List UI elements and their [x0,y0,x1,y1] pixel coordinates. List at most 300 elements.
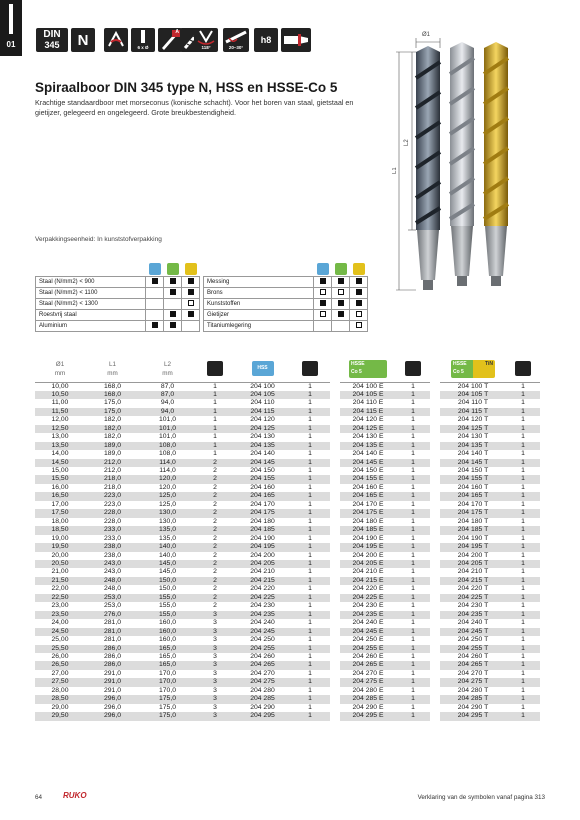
material-row [204,309,368,320]
table-row [440,560,540,568]
cell-l1: 223,0 [103,500,121,508]
cell-hsse-article: 204 145 E [340,459,396,467]
table-row [440,526,540,534]
cell-hss-pack: 1 [308,703,312,711]
cell-l2: 140,0 [158,551,176,559]
table-row [340,585,430,593]
table-row [35,568,330,576]
cell-tin-article: 204 130 T [457,433,489,441]
suitable-icon [320,278,326,284]
cell-tin-pack: 1 [506,645,540,653]
cell-hss-pack: 1 [308,450,312,458]
drill-table-hsse [340,356,430,721]
drill-hss-image [416,46,440,290]
cell-l1: 253,0 [103,602,121,610]
suitable-icon [170,322,176,328]
table-row [340,442,430,450]
cell-hsse-article: 204 270 E [352,669,384,677]
cell-hsse-pack: 1 [396,661,430,669]
cell-l1: 243,0 [103,568,121,576]
table-row [440,442,540,450]
cell-morse-taper: 1 [195,408,235,416]
cell-l2: 125,0 [140,492,195,500]
table-row [35,695,330,703]
table-row [35,408,330,416]
cell-hsse-article: 204 120 E [352,416,384,424]
cell-tin-article: 204 275 T [440,678,506,686]
table-row [35,501,330,509]
cell-d1: 28,00 [51,686,69,694]
cell-hss-article: 204 175 [235,509,290,517]
cell-l1: 296,0 [85,712,140,720]
cell-l1: 218,0 [85,475,140,483]
cell-tin-pack: 1 [506,475,540,483]
point-angle-icon [194,28,218,52]
material-suitability-cell [350,309,368,320]
cell-l1: 175,0 [103,399,121,407]
cell-l2: 135,0 [158,534,176,542]
cell-tin-article: 204 200 T [457,551,489,559]
cell-tin-pack: 1 [521,483,525,491]
cell-l1: 286,0 [103,653,121,660]
cell-tin-article: 204 180 T [457,517,489,525]
cell-hsse-article: 204 210 E [352,568,384,576]
cell-d1: 29,50 [35,712,85,720]
helix-angle-label: 20–30° [228,45,244,50]
cell-tin-article: 204 165 T [440,492,506,500]
cell-hss-pack: 1 [308,483,312,491]
cell-hss-article: 204 285 [235,695,290,703]
cell-tin-pack: 1 [506,543,540,551]
table-row [35,492,330,500]
cell-hsse-pack: 1 [396,577,430,585]
suitable-icon [170,278,176,284]
cell-tin-pack: 1 [506,459,540,467]
suitable-icon [338,278,344,284]
cell-hss-article: 204 230 [250,602,275,610]
cell-hss-article: 204 210 [250,568,275,576]
table-row [35,577,330,585]
cell-hss-pack: 1 [290,442,330,450]
cell-l2: 165,0 [158,653,176,660]
hsse-badge [349,360,387,378]
cell-hsse-pack: 1 [411,433,415,441]
table-row [340,382,430,391]
cell-l2: 150,0 [158,585,176,593]
cell-hsse-article: 204 180 E [352,517,384,525]
cell-tin-pack: 1 [506,628,540,636]
cell-hsse-pack: 1 [411,467,415,475]
cell-d1: 21,50 [35,577,85,585]
cell-d1: 18,00 [51,517,69,525]
cell-l2: 160,0 [158,619,176,627]
cell-hss-article: 204 170 [250,500,275,508]
hsse-small-icon [167,263,179,275]
cell-tin-pack: 1 [521,619,525,627]
table-row [35,382,330,391]
table-row [35,399,330,407]
cell-hsse-pack: 1 [411,517,415,525]
cell-hss-article: 204 270 [250,669,275,677]
cell-tin-pack: 1 [506,442,540,450]
table-row [340,450,430,458]
cell-hsse-pack: 1 [396,442,430,450]
cell-hss-article: 204 250 [250,636,275,644]
cell-hss-article: 204 295 [235,712,290,720]
table-row [35,391,330,399]
cell-tin-pack: 1 [506,577,540,585]
hsse-small-icon [335,263,347,275]
table-row [35,712,330,720]
cell-tin-article: 204 135 T [440,442,506,450]
table-row [340,518,430,526]
cell-tin-pack: 1 [521,534,525,542]
tolerance-label: h8 [260,35,272,45]
cell-hss-pack: 1 [308,551,312,559]
cell-hsse-pack: 1 [411,551,415,559]
hss-badge: HSS [252,361,274,376]
cell-hss-pack: 1 [290,408,330,416]
material-row [204,287,368,298]
tin-small-icon [353,263,365,275]
cell-hss-article: 204 165 [235,492,290,500]
cell-morse-taper: 2 [213,500,217,508]
tolerance-h8-icon [254,28,278,52]
cell-l1: 228,0 [103,517,121,525]
cell-d1: 27,00 [51,669,69,677]
cell-l1: 281,0 [103,619,121,627]
cell-hsse-pack: 1 [396,425,430,433]
cell-morse-taper: 2 [213,534,217,542]
table-row [440,695,540,703]
cell-d1: 28,50 [35,695,85,703]
material-suitability-cell [146,309,164,320]
suitable-icon [152,322,158,328]
cell-tin-article: 204 255 T [440,645,506,653]
cell-tin-article: 204 220 T [457,585,489,593]
cell-hss-article: 204 275 [235,678,290,686]
cell-hss-article: 204 135 [235,442,290,450]
cell-d1: 27,50 [35,678,85,686]
cell-morse-taper: 2 [195,594,235,602]
table-row [35,628,330,636]
cell-tin-pack: 1 [521,467,525,475]
cell-hss-article: 204 160 [250,483,275,491]
cell-hss-pack: 1 [308,686,312,694]
cell-morse-taper: 1 [195,442,235,450]
table-row [340,535,430,543]
cell-tin-pack: 1 [506,594,540,602]
table-row [340,670,430,678]
cell-d1: 25,00 [51,636,69,644]
hsse-tin-badge-label: HSSE [453,360,467,367]
cell-hsse-article: 204 255 E [340,645,396,653]
cell-tin-pack: 1 [521,636,525,644]
table-row [440,577,540,585]
cell-l1: 233,0 [85,526,140,534]
cell-morse-taper: 3 [195,661,235,669]
cell-tin-pack: 1 [521,551,525,559]
cell-tin-article: 204 235 T [440,611,506,619]
cell-tin-pack: 1 [506,408,540,416]
form-a-label: A [175,29,179,35]
cell-hss-article: 204 100 [250,382,275,390]
cell-l2: 175,0 [140,695,195,703]
cell-hss-pack: 1 [308,534,312,542]
cell-d1: 11,50 [35,408,85,416]
cell-tin-article: 204 175 T [440,509,506,517]
cell-tin-article: 204 230 T [457,602,489,610]
table-row [35,442,330,450]
table-header-row [440,356,540,382]
cell-d1: 18,50 [35,526,85,534]
material-suitability-cell [164,309,182,320]
header-l1: L1 [108,360,116,368]
cell-morse-taper: 3 [195,645,235,653]
cell-hsse-pack: 1 [411,568,415,576]
material-label: Aluminium [36,320,146,331]
table-row [35,416,330,424]
conditionally-suitable-icon [356,322,362,328]
cell-tin-article: 204 285 T [440,695,506,703]
cell-d1: 10,00 [51,382,69,390]
table-row [440,712,540,720]
cell-l1: 182,0 [103,433,121,441]
cell-hsse-article: 204 275 E [340,678,396,686]
cell-hss-article: 204 215 [235,577,290,585]
cell-d1: 24,50 [35,628,85,636]
cell-hsse-article: 204 200 E [352,551,384,559]
cell-l1: 281,0 [85,628,140,636]
din-number: 345 [44,40,60,50]
cell-tin-article: 204 105 T [440,391,506,399]
table-row [340,501,430,509]
cell-hsse-article: 204 115 E [340,408,396,416]
cell-morse-taper: 1 [213,433,217,441]
dimension-l2-label: L2 [404,139,410,146]
cell-morse-taper: 2 [195,492,235,500]
cell-morse-taper: 2 [195,543,235,551]
cell-hsse-pack: 1 [411,450,415,458]
table-row [35,425,330,433]
page-number: 64 [35,794,43,801]
cell-d1: 19,50 [35,543,85,551]
cell-tin-pack: 1 [506,678,540,686]
material-label: Kunststoffen [204,298,314,309]
cell-morse-taper: 1 [213,450,217,458]
cell-tin-pack: 1 [521,602,525,610]
material-suitability-cell [182,287,200,298]
cell-hss-pack: 1 [290,543,330,551]
cell-morse-taper: 1 [213,382,217,390]
cell-l1: 296,0 [85,695,140,703]
material-label: Messing [204,276,314,287]
cell-l2: 175,0 [140,712,195,720]
table-row [340,552,430,560]
cell-hsse-article: 204 240 E [352,619,384,627]
cell-l2: 94,0 [160,399,175,407]
tin-label: TiN [485,360,493,367]
cell-morse-taper: 2 [195,509,235,517]
cell-tin-pack: 1 [521,653,525,660]
cell-hsse-article: 204 280 E [352,686,384,694]
cell-morse-taper: 3 [195,678,235,686]
cell-hsse-pack: 1 [411,500,415,508]
cell-tin-article: 204 120 T [457,416,489,424]
cell-l2: 101,0 [140,425,195,433]
material-row [36,320,200,331]
table-row [440,509,540,517]
cell-hsse-article: 204 130 E [352,433,384,441]
rotation-direction-icon [104,28,128,52]
cell-morse-taper: 3 [213,636,217,644]
cell-l1: 228,0 [85,509,140,517]
cell-d1: 17,00 [51,500,69,508]
table-row [35,687,330,695]
cell-hsse-article: 204 185 E [340,526,396,534]
material-row [36,287,200,298]
cell-hsse-pack: 1 [396,475,430,483]
cell-hsse-article: 204 245 E [340,628,396,636]
cell-hss-pack: 1 [290,459,330,467]
cell-tin-article: 204 155 T [440,475,506,483]
cell-l2: 108,0 [158,450,176,458]
drill-table-hss [35,356,330,721]
header-l2: L2 [163,360,171,368]
cell-hsse-article: 204 225 E [340,594,396,602]
cell-hss-pack: 1 [290,712,330,720]
cell-l2: 155,0 [140,594,195,602]
cell-l1: 182,0 [103,416,121,424]
cell-tin-article: 204 205 T [440,560,506,568]
cell-hss-pack: 1 [290,526,330,534]
table-row [35,475,330,483]
cell-l2: 175,0 [158,703,176,711]
material-label: Staal (N/mm2) < 1300 [36,298,146,309]
point-angle-label: 118° [201,45,211,50]
cell-tin-pack: 1 [506,661,540,669]
cell-d1: 26,50 [35,661,85,669]
cell-hss-pack: 1 [290,509,330,517]
material-label: Gietijzer [204,309,314,320]
cell-morse-taper: 2 [213,467,217,475]
table-row [440,636,540,644]
cell-l2: 155,0 [158,602,176,610]
table-row [440,611,540,619]
cell-hss-article: 204 125 [235,425,290,433]
cell-l2: 87,0 [140,391,195,399]
cell-hsse-pack: 1 [396,391,430,399]
drill-hsse-image [450,42,474,286]
cell-l2: 170,0 [140,678,195,686]
table-row [440,450,540,458]
cell-d1: 22,50 [35,594,85,602]
table-row [35,526,330,534]
cell-l2: 114,0 [140,459,195,467]
table-row [340,416,430,424]
cell-hsse-pack: 1 [411,534,415,542]
cell-tin-pack: 1 [521,686,525,694]
cell-l1: 296,0 [103,703,121,711]
cell-l1: 212,0 [85,459,140,467]
cell-hsse-pack: 1 [411,585,415,593]
cell-tin-article: 204 140 T [457,450,489,458]
cell-l1: 286,0 [85,661,140,669]
cell-tin-pack: 1 [506,712,540,720]
material-suitability-cell [350,298,368,309]
cell-l2: 101,0 [158,416,176,424]
cell-tin-pack: 1 [521,382,525,390]
cell-l1: 168,0 [85,391,140,399]
cell-hsse-article: 204 170 E [352,500,384,508]
cell-l1: 248,0 [103,585,121,593]
cell-l2: 135,0 [140,526,195,534]
cell-hsse-pack: 1 [411,416,415,424]
material-label: Roestvrij staal [36,309,146,320]
cell-hss-pack: 1 [308,602,312,610]
cell-l2: 120,0 [158,483,176,491]
cell-morse-taper: 1 [195,425,235,433]
hss-small-icon [149,263,161,275]
cell-l2: 101,0 [158,433,176,441]
cell-hss-article: 204 145 [235,459,290,467]
cell-l2: 114,0 [159,467,176,475]
symbols-reference: Verklaring van de symbolen vanaf pagina 313 [417,794,545,801]
table-row [340,484,430,492]
cell-morse-taper: 2 [213,568,217,576]
conditionally-suitable-icon [320,289,326,295]
table-row [35,459,330,467]
table-row [35,560,330,568]
table-row [340,509,430,517]
cell-hss-article: 204 120 [250,416,275,424]
cell-hss-pack: 1 [308,585,312,593]
material-suitability-cell [332,298,350,309]
intro-text: Krachtige standaardboor met morseconus (konische schacht). Voor het boren van staal, gietstaal en gietijzer, gelegeerd en ongelegeerd. Grote breukbestendigheid. [35,98,354,117]
table-row [340,619,430,627]
cell-l2: 140,0 [140,543,195,551]
cell-hsse-article: 204 105 E [340,391,396,399]
package-icon [302,361,318,376]
cell-l2: 145,0 [140,560,195,568]
table-row [340,560,430,568]
cell-tin-article: 204 110 T [458,399,488,407]
table-row [35,704,330,712]
material-suitability-cell [314,287,332,298]
table-row [35,602,330,610]
form-a-icon [158,28,182,52]
cell-l2: 165,0 [140,645,195,653]
cell-hsse-article: 204 295 E [340,712,396,720]
package-icon [515,361,531,376]
material-suitability-cell [350,320,368,331]
cell-l2: 120,0 [140,475,195,483]
material-label: Staal (N/mm2) < 900 [36,276,146,287]
suitable-icon [188,278,194,284]
table-row [340,391,430,399]
material-suitability-cell [350,287,368,298]
cell-hsse-pack: 1 [396,526,430,534]
cell-hss-article: 204 260 [250,653,275,660]
material-suitability-cell [182,320,200,331]
cell-tin-pack: 1 [521,517,525,525]
table-row [440,661,540,669]
suitable-icon [356,300,362,306]
cell-l1: 253,0 [85,594,140,602]
cell-morse-taper: 2 [195,459,235,467]
cell-d1: 16,00 [51,483,69,491]
cell-hsse-pack: 1 [396,560,430,568]
